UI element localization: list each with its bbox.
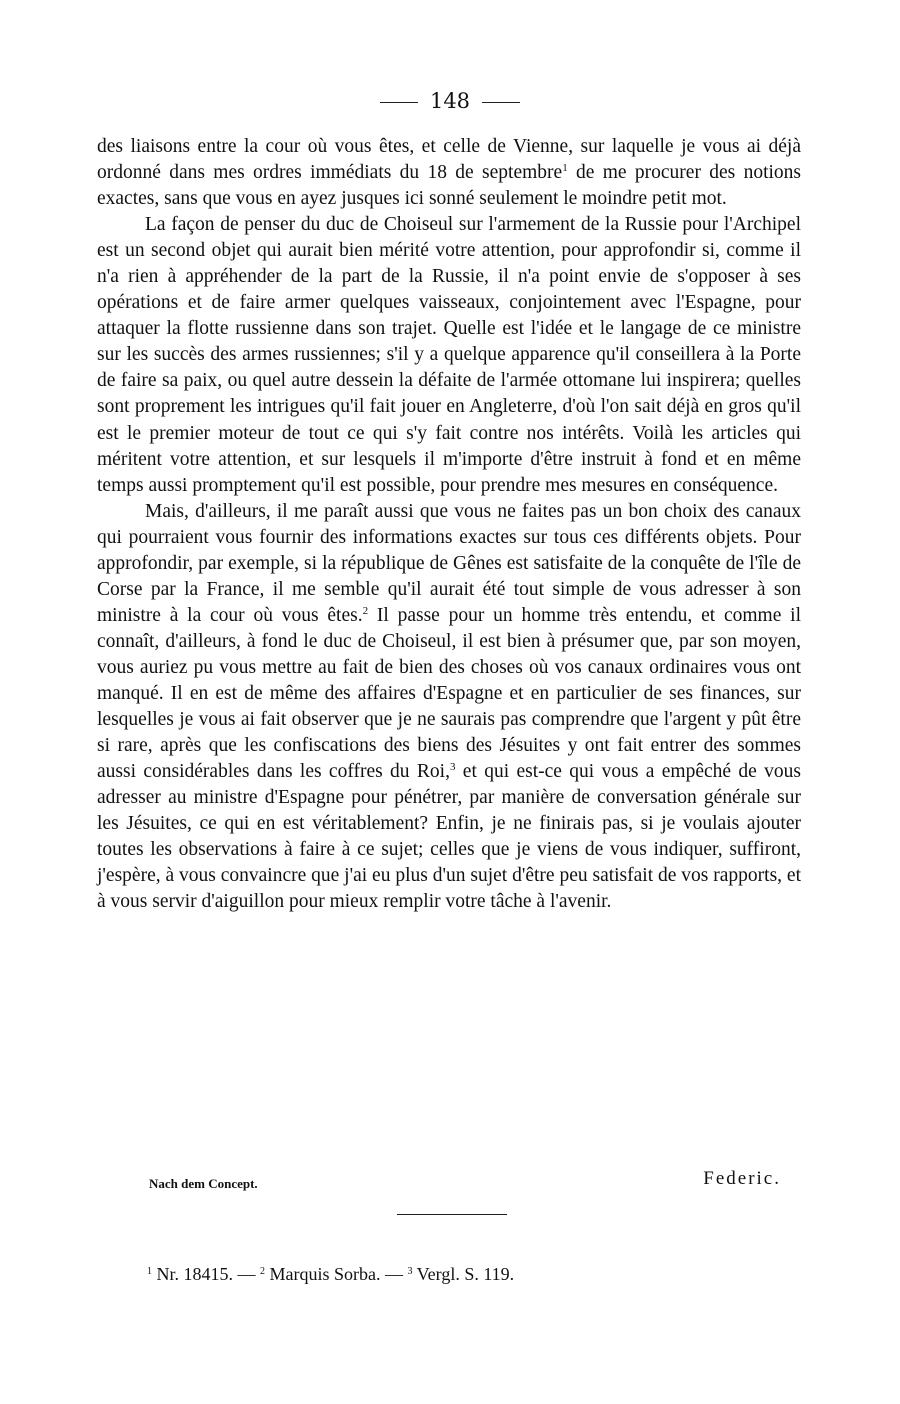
paragraph <box>97 134 801 212</box>
signature: Federic. <box>703 1168 781 1189</box>
paragraph-text: Il passe pour un homme très entendu, et comme il connaît, d'ailleurs, à fond le duc de Choiseul, il est bien à présumer que, par son moyen, vous auriez pu vous mettre au fait de bien des choses où vos canaux ordinaires vous ont manqué. Il en est de même des affaires d'Espagne et en particulier de ses finances, sur lesquelles je vous ai fait observer que je ne saurais pas comprendre que l'argent y pût être si rare, après que les confiscations des biens des Jésuites y ont fait entrer des sommes aussi considérables dans les coffres du Roi, <box>97 604 801 783</box>
paragraph-text: des liaisons entre la cour où vous êtes, et celle de Vienne, sur laquelle je vous ai déjà ordonné dans mes ordres immédiats du 18 de septembre <box>97 136 801 184</box>
page-number: 148 <box>429 89 471 113</box>
header-dash-right <box>482 102 520 103</box>
source-note: Nach dem Concept. <box>149 1176 258 1191</box>
footnote-text: Nr. 18415. — <box>152 1264 260 1284</box>
paragraph-text: Mais, d'ailleurs, il me paraît aussi que vous ne faites pas un bon choix des canaux qui pourraient vous fournir des informations exactes sur tous ces différents objets. Pour approfondir, par exemple, si la république de Gênes est satisfaite de la conquête de l'île de Corse par la France, il me semble qu'il aurait été tout simple de vous adresser à son ministre à la cour où vous êtes. <box>97 500 801 626</box>
footnote-text: Vergl. S. 119. <box>412 1264 515 1284</box>
footnote-marker: 1 <box>562 162 568 175</box>
closing-row <box>97 1168 801 1196</box>
footnote-divider <box>397 1214 507 1215</box>
footnote-marker: 3 <box>449 761 456 774</box>
page-header <box>0 88 900 114</box>
paragraph-text: de me procurer des notions exactes, sans que vous en ayez jusques ici sonné seulement le moindre petit mot. <box>97 162 802 210</box>
footnote-number: 3 <box>407 1266 413 1277</box>
letter-body <box>97 134 801 915</box>
footnote-text: Marquis Sorba. — <box>265 1264 408 1284</box>
header-dash-left <box>380 102 418 103</box>
paragraph <box>97 212 801 499</box>
footnote-number: 2 <box>260 1266 265 1277</box>
paragraph-text: La façon de penser du duc de Choiseul sur l'armement de la Russie pour l'Archipel est un second objet qui aurait bien mérité votre attention, pour approfondir si, comme il n'a rien à appréhender de la part de la Russie, il n'a point envie de s'opposer à ses opérations et de faire armer quelques vaisseaux, conjointement avec l'Espagne, pour attaquer la flotte russienne dans son trajet. Quelle est l'idée et le langage de ce ministre sur les succès des armes russiennes; s'il y a quelque apparence qu'il conseillera à la Porte de faire sa paix, ou quel autre dessein la défaite de l'armée ottomane lui inspirera; quelles sont proprement les intrigues qu'il fait jouer en Angleterre, d'où l'on sait déjà en gros qu'il est le premier moteur de tout ce qui s'y fait contre nos intérêts. Voilà les articles qui méritent votre attention, et sur lesquels il m'importe d'être instruit à fond et en même temps aussi promptement qu'il est possible, pour prendre mes mesures en conséquence. <box>97 214 801 496</box>
footnote-number: 1 <box>147 1266 152 1277</box>
footnote-marker: 2 <box>362 604 369 617</box>
paragraph <box>97 499 801 916</box>
footnotes <box>147 1264 514 1285</box>
paragraph-text: et qui est-ce qui vous a empêché de vous adresser au ministre d'Espagne pour pénétrer, par manière de conversation générale sur les Jésuites, ce qui en est véritablement? Enfin, je ne finirais pas, si je voulais ajouter toutes les observations à faire à ce sujet; celles que je viens de vous indiquer, suffiront, j'espère, à vous convaincre que j'ai eu plus d'un sujet d'être peu satisfait de vos rapports, et à vous servir d'aiguillon pour mieux remplir votre tâche à l'avenir. <box>97 761 801 913</box>
